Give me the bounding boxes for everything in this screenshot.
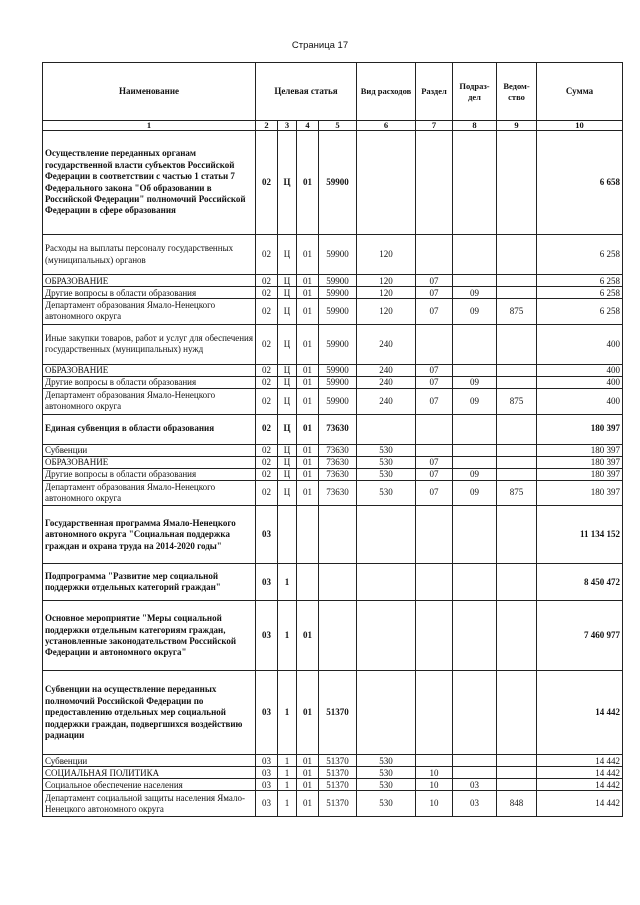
row-podrazdel: 09 bbox=[453, 299, 497, 325]
row-code-direction: 59900 bbox=[319, 299, 357, 325]
row-summa: 8 450 472 bbox=[537, 564, 623, 601]
row-vid-rashodov: 240 bbox=[357, 376, 416, 388]
row-code-event: 01 bbox=[297, 364, 319, 376]
row-code-direction bbox=[319, 601, 357, 671]
row-code-direction: 59900 bbox=[319, 131, 357, 235]
row-summa: 6 258 bbox=[537, 275, 623, 287]
row-code-event: 01 bbox=[297, 324, 319, 364]
row-summa: 180 397 bbox=[537, 480, 623, 506]
row-vedomstvo bbox=[497, 235, 537, 275]
row-code-program: 02 bbox=[256, 287, 278, 299]
row-code-event: 01 bbox=[297, 275, 319, 287]
table-row bbox=[43, 324, 623, 364]
row-name: Другие вопросы в области образования bbox=[43, 287, 256, 299]
header-vid: Вид расходов bbox=[357, 63, 416, 121]
row-podrazdel bbox=[453, 444, 497, 456]
row-razdel: 07 bbox=[416, 456, 453, 468]
row-code-direction: 51370 bbox=[319, 767, 357, 779]
row-code-event bbox=[297, 506, 319, 564]
table-row bbox=[43, 480, 623, 506]
row-name: Субвенции на осуществление переданных полномочий Российской Федерации по предоставлению отдельных мер социальной поддержки граждан, подвергшихся воздействию радиации bbox=[43, 671, 256, 755]
row-vedomstvo bbox=[497, 755, 537, 767]
row-code-subprogram: Ц bbox=[278, 480, 297, 506]
row-code-subprogram: Ц bbox=[278, 275, 297, 287]
row-podrazdel: 03 bbox=[453, 791, 497, 817]
row-vid-rashodov: 530 bbox=[357, 755, 416, 767]
column-number-row bbox=[43, 121, 623, 131]
row-podrazdel: 03 bbox=[453, 779, 497, 791]
row-name: Единая субвенция в области образования bbox=[43, 414, 256, 444]
table-row bbox=[43, 376, 623, 388]
row-name: Другие вопросы в области образования bbox=[43, 468, 256, 480]
row-code-program: 03 bbox=[256, 791, 278, 817]
row-razdel bbox=[416, 324, 453, 364]
row-code-program: 02 bbox=[256, 299, 278, 325]
row-razdel bbox=[416, 414, 453, 444]
row-name: Департамент образования Ямало-Ненецкого автономного округа bbox=[43, 480, 256, 506]
row-code-subprogram: Ц bbox=[278, 376, 297, 388]
table-row bbox=[43, 779, 623, 791]
row-vid-rashodov: 530 bbox=[357, 468, 416, 480]
row-code-direction: 51370 bbox=[319, 671, 357, 755]
table-row bbox=[43, 235, 623, 275]
row-razdel bbox=[416, 755, 453, 767]
row-code-program: 02 bbox=[256, 376, 278, 388]
row-code-event: 01 bbox=[297, 601, 319, 671]
row-podrazdel bbox=[453, 755, 497, 767]
row-podrazdel: 09 bbox=[453, 468, 497, 480]
column-number: 2 bbox=[256, 121, 278, 131]
row-podrazdel bbox=[453, 564, 497, 601]
row-summa: 180 397 bbox=[537, 456, 623, 468]
header-summa: Сумма bbox=[537, 63, 623, 121]
row-summa: 14 442 bbox=[537, 791, 623, 817]
row-summa: 180 397 bbox=[537, 468, 623, 480]
row-vedomstvo: 875 bbox=[497, 388, 537, 414]
row-razdel: 07 bbox=[416, 376, 453, 388]
row-code-program: 02 bbox=[256, 131, 278, 235]
row-code-event: 01 bbox=[297, 456, 319, 468]
row-code-program: 02 bbox=[256, 480, 278, 506]
row-code-subprogram: 1 bbox=[278, 791, 297, 817]
row-podrazdel bbox=[453, 131, 497, 235]
column-number: 9 bbox=[497, 121, 537, 131]
row-podrazdel bbox=[453, 414, 497, 444]
row-vedomstvo bbox=[497, 324, 537, 364]
row-summa: 400 bbox=[537, 388, 623, 414]
row-vid-rashodov bbox=[357, 564, 416, 601]
row-razdel: 10 bbox=[416, 779, 453, 791]
table-body bbox=[43, 131, 623, 817]
row-podrazdel bbox=[453, 601, 497, 671]
table-row bbox=[43, 767, 623, 779]
budget-table bbox=[42, 62, 623, 817]
row-razdel: 07 bbox=[416, 388, 453, 414]
row-code-program: 03 bbox=[256, 601, 278, 671]
row-name: Субвенции bbox=[43, 755, 256, 767]
row-name: Государственная программа Ямало-Ненецкого автономного округа "Социальная поддержка граждан и охрана труда на 2014-2020 годы" bbox=[43, 506, 256, 564]
row-code-program: 03 bbox=[256, 755, 278, 767]
row-code-program: 03 bbox=[256, 564, 278, 601]
row-code-subprogram: Ц bbox=[278, 299, 297, 325]
row-podrazdel: 09 bbox=[453, 480, 497, 506]
row-code-subprogram: 1 bbox=[278, 779, 297, 791]
row-name: ОБРАЗОВАНИЕ bbox=[43, 275, 256, 287]
row-code-subprogram: Ц bbox=[278, 287, 297, 299]
row-vid-rashodov: 530 bbox=[357, 456, 416, 468]
row-summa: 400 bbox=[537, 324, 623, 364]
row-summa: 14 442 bbox=[537, 755, 623, 767]
row-vedomstvo bbox=[497, 364, 537, 376]
row-summa: 400 bbox=[537, 376, 623, 388]
row-vid-rashodov bbox=[357, 671, 416, 755]
row-code-direction: 51370 bbox=[319, 779, 357, 791]
row-vedomstvo bbox=[497, 564, 537, 601]
row-code-subprogram: Ц bbox=[278, 235, 297, 275]
row-podrazdel bbox=[453, 671, 497, 755]
row-code-program: 03 bbox=[256, 779, 278, 791]
row-code-event: 01 bbox=[297, 235, 319, 275]
row-name: Другие вопросы в области образования bbox=[43, 376, 256, 388]
row-name: Департамент социальной защиты населения Ямало-Ненецкого автономного округа bbox=[43, 791, 256, 817]
row-name: Социальное обеспечение населения bbox=[43, 779, 256, 791]
row-code-event: 01 bbox=[297, 131, 319, 235]
row-podrazdel bbox=[453, 235, 497, 275]
row-razdel bbox=[416, 601, 453, 671]
row-code-subprogram: Ц bbox=[278, 364, 297, 376]
row-code-program: 02 bbox=[256, 364, 278, 376]
row-summa: 11 134 152 bbox=[537, 506, 623, 564]
row-code-event: 01 bbox=[297, 414, 319, 444]
column-number: 1 bbox=[43, 121, 256, 131]
row-code-event: 01 bbox=[297, 299, 319, 325]
row-podrazdel bbox=[453, 767, 497, 779]
row-code-direction: 59900 bbox=[319, 275, 357, 287]
row-podrazdel bbox=[453, 506, 497, 564]
row-code-program: 02 bbox=[256, 235, 278, 275]
row-vedomstvo: 875 bbox=[497, 299, 537, 325]
row-razdel: 07 bbox=[416, 480, 453, 506]
column-number: 4 bbox=[297, 121, 319, 131]
row-code-direction: 59900 bbox=[319, 287, 357, 299]
row-code-direction: 73630 bbox=[319, 480, 357, 506]
row-code-direction: 59900 bbox=[319, 388, 357, 414]
row-summa: 14 442 bbox=[537, 767, 623, 779]
row-code-subprogram: 1 bbox=[278, 671, 297, 755]
row-code-direction bbox=[319, 564, 357, 601]
row-code-subprogram bbox=[278, 506, 297, 564]
row-vedomstvo: 848 bbox=[497, 791, 537, 817]
row-vedomstvo bbox=[497, 468, 537, 480]
table-row bbox=[43, 275, 623, 287]
row-vedomstvo bbox=[497, 671, 537, 755]
table-row bbox=[43, 444, 623, 456]
row-code-subprogram: 1 bbox=[278, 767, 297, 779]
row-code-direction bbox=[319, 506, 357, 564]
row-vid-rashodov: 530 bbox=[357, 791, 416, 817]
header-vedomstvo: Ведом-ство bbox=[497, 63, 537, 121]
row-name: Осуществление переданных органам государственной власти субъектов Российской Федерации в соответствии с частью 1 статьи 7 Федерального закона "Об образовании в Российской Федерации" полномочий Российской Федерации в сфере образования bbox=[43, 131, 256, 235]
row-code-event bbox=[297, 564, 319, 601]
header-name: Наименование bbox=[43, 63, 256, 121]
header-podrazdel: Подраз-дел bbox=[453, 63, 497, 121]
row-code-event: 01 bbox=[297, 767, 319, 779]
row-code-event: 01 bbox=[297, 287, 319, 299]
row-code-direction: 59900 bbox=[319, 324, 357, 364]
row-code-direction: 73630 bbox=[319, 468, 357, 480]
row-code-program: 02 bbox=[256, 444, 278, 456]
row-vedomstvo bbox=[497, 287, 537, 299]
row-name: Расходы на выплаты персоналу государственных (муниципальных) органов bbox=[43, 235, 256, 275]
row-code-program: 02 bbox=[256, 324, 278, 364]
row-vid-rashodov bbox=[357, 414, 416, 444]
row-name: Департамент образования Ямало-Ненецкого автономного округа bbox=[43, 299, 256, 325]
row-vid-rashodov: 240 bbox=[357, 388, 416, 414]
row-vedomstvo bbox=[497, 456, 537, 468]
column-number: 3 bbox=[278, 121, 297, 131]
row-code-program: 02 bbox=[256, 468, 278, 480]
column-number: 5 bbox=[319, 121, 357, 131]
row-name: Подпрограмма "Развитие мер социальной поддержки отдельных категорий граждан" bbox=[43, 564, 256, 601]
row-code-subprogram: 1 bbox=[278, 755, 297, 767]
row-razdel: 07 bbox=[416, 364, 453, 376]
row-vid-rashodov bbox=[357, 506, 416, 564]
row-name: Иные закупки товаров, работ и услуг для обеспечения государственных (муниципальных) нужд bbox=[43, 324, 256, 364]
row-summa: 6 658 bbox=[537, 131, 623, 235]
row-vid-rashodov: 120 bbox=[357, 275, 416, 287]
row-vid-rashodov: 240 bbox=[357, 324, 416, 364]
row-summa: 14 442 bbox=[537, 779, 623, 791]
row-vid-rashodov: 530 bbox=[357, 779, 416, 791]
row-vedomstvo bbox=[497, 131, 537, 235]
row-podrazdel: 09 bbox=[453, 287, 497, 299]
row-podrazdel bbox=[453, 364, 497, 376]
row-razdel bbox=[416, 671, 453, 755]
row-vedomstvo bbox=[497, 601, 537, 671]
row-code-event: 01 bbox=[297, 755, 319, 767]
header-row bbox=[43, 63, 623, 121]
row-code-direction: 73630 bbox=[319, 444, 357, 456]
table-row bbox=[43, 414, 623, 444]
row-code-subprogram: Ц bbox=[278, 324, 297, 364]
row-podrazdel bbox=[453, 456, 497, 468]
row-code-event: 01 bbox=[297, 388, 319, 414]
row-razdel: 07 bbox=[416, 275, 453, 287]
row-vid-rashodov bbox=[357, 131, 416, 235]
table-row bbox=[43, 564, 623, 601]
row-name: Субвенции bbox=[43, 444, 256, 456]
row-code-program: 02 bbox=[256, 275, 278, 287]
row-code-subprogram: 1 bbox=[278, 564, 297, 601]
table-row bbox=[43, 131, 623, 235]
row-code-event: 01 bbox=[297, 444, 319, 456]
header-target: Целевая статья bbox=[256, 63, 357, 121]
table-row bbox=[43, 364, 623, 376]
row-name: ОБРАЗОВАНИЕ bbox=[43, 364, 256, 376]
table-row bbox=[43, 468, 623, 480]
row-code-subprogram: Ц bbox=[278, 468, 297, 480]
row-code-subprogram: 1 bbox=[278, 601, 297, 671]
row-code-event: 01 bbox=[297, 671, 319, 755]
table-row bbox=[43, 791, 623, 817]
row-code-direction: 59900 bbox=[319, 235, 357, 275]
row-code-event: 01 bbox=[297, 468, 319, 480]
table-row bbox=[43, 299, 623, 325]
row-razdel bbox=[416, 131, 453, 235]
row-code-program: 03 bbox=[256, 506, 278, 564]
row-vid-rashodov: 530 bbox=[357, 444, 416, 456]
row-code-subprogram: Ц bbox=[278, 388, 297, 414]
row-code-program: 03 bbox=[256, 767, 278, 779]
table-row bbox=[43, 601, 623, 671]
row-code-event: 01 bbox=[297, 779, 319, 791]
row-vedomstvo bbox=[497, 275, 537, 287]
row-vid-rashodov: 120 bbox=[357, 287, 416, 299]
row-razdel: 07 bbox=[416, 287, 453, 299]
row-summa: 180 397 bbox=[537, 414, 623, 444]
row-vedomstvo bbox=[497, 414, 537, 444]
header-razdel: Раздел bbox=[416, 63, 453, 121]
row-code-event: 01 bbox=[297, 376, 319, 388]
row-code-program: 02 bbox=[256, 456, 278, 468]
row-vedomstvo: 875 bbox=[497, 480, 537, 506]
row-vedomstvo bbox=[497, 779, 537, 791]
row-code-event: 01 bbox=[297, 480, 319, 506]
row-code-direction: 73630 bbox=[319, 456, 357, 468]
row-code-subprogram: Ц bbox=[278, 131, 297, 235]
row-razdel: 10 bbox=[416, 791, 453, 817]
row-razdel: 10 bbox=[416, 767, 453, 779]
row-summa: 6 258 bbox=[537, 235, 623, 275]
table-row bbox=[43, 456, 623, 468]
row-vid-rashodov bbox=[357, 601, 416, 671]
row-razdel: 07 bbox=[416, 468, 453, 480]
row-code-subprogram: Ц bbox=[278, 444, 297, 456]
row-name: ОБРАЗОВАНИЕ bbox=[43, 456, 256, 468]
row-code-program: 03 bbox=[256, 671, 278, 755]
row-code-subprogram: Ц bbox=[278, 456, 297, 468]
row-code-direction: 59900 bbox=[319, 364, 357, 376]
column-number: 8 bbox=[453, 121, 497, 131]
row-vedomstvo bbox=[497, 376, 537, 388]
row-summa: 6 258 bbox=[537, 287, 623, 299]
row-code-program: 02 bbox=[256, 414, 278, 444]
row-summa: 180 397 bbox=[537, 444, 623, 456]
table-row bbox=[43, 755, 623, 767]
row-summa: 6 258 bbox=[537, 299, 623, 325]
row-vid-rashodov: 120 bbox=[357, 235, 416, 275]
row-summa: 7 460 977 bbox=[537, 601, 623, 671]
row-razdel bbox=[416, 564, 453, 601]
row-summa: 14 442 bbox=[537, 671, 623, 755]
row-podrazdel: 09 bbox=[453, 376, 497, 388]
row-vedomstvo bbox=[497, 506, 537, 564]
column-number: 10 bbox=[537, 121, 623, 131]
row-code-subprogram: Ц bbox=[278, 414, 297, 444]
row-razdel bbox=[416, 235, 453, 275]
table-row bbox=[43, 388, 623, 414]
row-podrazdel bbox=[453, 324, 497, 364]
table-row bbox=[43, 671, 623, 755]
row-vid-rashodov: 530 bbox=[357, 767, 416, 779]
row-code-event: 01 bbox=[297, 791, 319, 817]
row-code-direction: 73630 bbox=[319, 414, 357, 444]
row-summa: 400 bbox=[537, 364, 623, 376]
column-number: 7 bbox=[416, 121, 453, 131]
row-name: Департамент образования Ямало-Ненецкого автономного округа bbox=[43, 388, 256, 414]
row-code-program: 02 bbox=[256, 388, 278, 414]
row-podrazdel bbox=[453, 275, 497, 287]
column-number: 6 bbox=[357, 121, 416, 131]
row-code-direction: 59900 bbox=[319, 376, 357, 388]
row-podrazdel: 09 bbox=[453, 388, 497, 414]
row-razdel bbox=[416, 506, 453, 564]
row-vid-rashodov: 120 bbox=[357, 299, 416, 325]
table-row bbox=[43, 287, 623, 299]
page-label: Страница 17 bbox=[291, 40, 349, 51]
row-razdel bbox=[416, 444, 453, 456]
row-name: СОЦИАЛЬНАЯ ПОЛИТИКА bbox=[43, 767, 256, 779]
row-name: Основное мероприятие "Меры социальной поддержки отдельным категориям граждан, установленные законодательством Российской Федерации и автономного округа" bbox=[43, 601, 256, 671]
row-vedomstvo bbox=[497, 767, 537, 779]
row-code-direction: 51370 bbox=[319, 755, 357, 767]
row-vedomstvo bbox=[497, 444, 537, 456]
row-code-direction: 51370 bbox=[319, 791, 357, 817]
table-row bbox=[43, 506, 623, 564]
row-vid-rashodov: 240 bbox=[357, 364, 416, 376]
row-razdel: 07 bbox=[416, 299, 453, 325]
row-vid-rashodov: 530 bbox=[357, 480, 416, 506]
